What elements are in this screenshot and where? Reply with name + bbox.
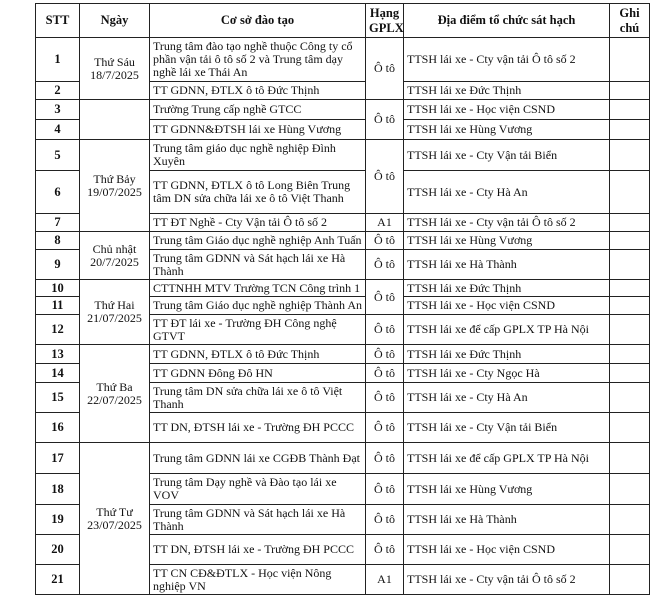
class-cell: Ô tô: [366, 443, 404, 474]
class-cell: A1: [366, 565, 404, 595]
header-row: [36, 4, 650, 38]
class-cell: A1: [366, 214, 404, 232]
table-row: [36, 280, 650, 297]
header-stt: STT: [36, 4, 80, 38]
school-cell: [150, 297, 366, 315]
note-cell: [610, 232, 650, 250]
school-cell: TT CN CĐ&ĐTLX - Học viện Nông nghiệp VN: [150, 565, 366, 595]
school-cell: Trung tâm Dạy nghề và Đào tạo lái xe VOV: [150, 474, 366, 505]
school-cell: TT ĐT Nghề - Cty Vận tải Ô tô số 2: [150, 214, 366, 232]
day-cell: [80, 100, 150, 140]
venue-cell: TTSH lái xe Đức Thịnh: [404, 82, 610, 100]
row-stt: 19: [36, 505, 80, 535]
note-cell: [610, 505, 650, 535]
school-text: Trung tâm đào tạo nghề thuộc Công ty cổ phần vận tải ô tô số 2 và Trung tâm dạy nghề lái xe Thái An: [153, 40, 353, 79]
school-cell: Trường Trung cấp nghề GTCC: [150, 100, 366, 120]
school-cell: TT DN, ĐTSH lái xe - Trường ĐH PCCC: [150, 413, 366, 443]
school-cell: Trung tâm DN sửa chữa lái xe ô tô Việt Thanh: [150, 383, 366, 413]
row-stt: 13: [36, 345, 80, 364]
row-stt: 12: [36, 315, 80, 345]
exam-schedule-table: [35, 3, 650, 595]
school-text: CTTNHH MTV Trường TCN Công trình 1: [153, 281, 361, 295]
venue-cell: TTSH lái xe - Cty Hà An: [404, 171, 610, 214]
venue-cell: TTSH lái xe Hà Thành: [404, 250, 610, 280]
school-cell: Trung tâm giáo dục nghề nghiệp Đình Xuyên: [150, 140, 366, 171]
note-cell: [610, 38, 650, 82]
row-stt: 15: [36, 383, 80, 413]
note-cell: [610, 120, 650, 140]
table-row: [36, 140, 650, 171]
day-cell: Thứ Hai 21/07/2025: [80, 280, 150, 345]
row-stt: 5: [36, 140, 80, 171]
class-cell: Ô tô: [366, 100, 404, 140]
header-hang: Hạng GPLX: [366, 4, 404, 38]
class-cell: Ô tô: [366, 413, 404, 443]
note-cell: [610, 535, 650, 565]
venue-cell: TTSH lái xe Đức Thịnh: [404, 280, 610, 297]
school-cell: Trung tâm GDNN lái xe CGĐB Thành Đạt: [150, 443, 366, 474]
venue-cell: TTSH lái xe - Học viện CSND: [404, 535, 610, 565]
venue-cell: TTSH lái xe - Cty vận tải Ô tô số 2: [404, 565, 610, 595]
day-cell: Thứ Tư 23/07/2025: [80, 443, 150, 595]
class-cell: Ô tô: [366, 38, 404, 100]
venue-cell: TTSH lái xe - Học viện CSND: [404, 100, 610, 120]
table-row: [36, 345, 650, 364]
class-cell: Ô tô: [366, 345, 404, 364]
note-cell: [610, 413, 650, 443]
header-ngay: Ngày: [80, 4, 150, 38]
row-stt: 2: [36, 82, 80, 100]
class-cell: Ô tô: [366, 364, 404, 383]
note-cell: [610, 443, 650, 474]
venue-cell: TTSH lái xe - Cty Hà An: [404, 383, 610, 413]
table-row: [36, 38, 650, 82]
table-row: [36, 232, 650, 250]
day-cell: Thứ Ba 22/07/2025: [80, 345, 150, 443]
class-cell: Ô tô: [366, 232, 404, 250]
note-cell: [610, 140, 650, 171]
school-cell: [150, 171, 366, 214]
row-stt: 4: [36, 120, 80, 140]
note-cell: [610, 297, 650, 315]
row-stt: 20: [36, 535, 80, 565]
school-cell: [150, 232, 366, 250]
school-cell: [150, 38, 366, 82]
class-cell: Ô tô: [366, 535, 404, 565]
note-cell: [610, 280, 650, 297]
row-stt: 11: [36, 297, 80, 315]
school-cell: TT GDNN Đông Đô HN: [150, 364, 366, 383]
venue-cell: TTSH lái xe - Cty Vận tải Biển: [404, 140, 610, 171]
venue-cell: TTSH lái xe Đức Thịnh: [404, 345, 610, 364]
note-cell: [610, 565, 650, 595]
note-cell: [610, 82, 650, 100]
venue-cell: TTSH lái xe - Cty vận tải Ô tô số 2: [404, 38, 610, 82]
class-cell: Ô tô: [366, 383, 404, 413]
row-stt: 7: [36, 214, 80, 232]
venue-cell: TTSH lái xe - Cty vận tải Ô tô số 2: [404, 214, 610, 232]
venue-cell: TTSH lái xe Hùng Vương: [404, 232, 610, 250]
note-cell: [610, 100, 650, 120]
school-cell: TT DN, ĐTSH lái xe - Trường ĐH PCCC: [150, 535, 366, 565]
school-cell: Trung tâm GDNN và Sát hạch lái xe Hà Thành: [150, 250, 366, 280]
note-cell: [610, 345, 650, 364]
class-cell: Ô tô: [366, 140, 404, 214]
day-cell: Chủ nhật 20/7/2025: [80, 232, 150, 280]
day-cell: Thứ Bảy 19/07/2025: [80, 140, 150, 232]
row-stt: 1: [36, 38, 80, 82]
venue-cell: TTSH lái xe - Cty Vận tải Biển: [404, 413, 610, 443]
row-stt: 9: [36, 250, 80, 280]
table-row: [36, 100, 650, 120]
row-stt: 16: [36, 413, 80, 443]
school-cell: Trung tâm GDNN và Sát hạch lái xe Hà Thành: [150, 505, 366, 535]
venue-cell: TTSH lái xe - Học viện CSND: [404, 297, 610, 315]
class-cell: Ô tô: [366, 474, 404, 505]
row-stt: 21: [36, 565, 80, 595]
school-text: TT GDNN, ĐTLX ô tô Long Biên Trung tâm DN sửa chữa lái xe ô tô Việt Thanh: [153, 179, 351, 205]
class-cell: Ô tô: [366, 315, 404, 345]
class-cell: Ô tô: [366, 280, 404, 315]
school-text: Trung tâm Giáo dục nghề nghiệp Anh Tuấn: [153, 234, 362, 247]
school-cell: TT GDNN&ĐTSH lái xe Hùng Vương: [150, 120, 366, 140]
table-row: [36, 443, 650, 474]
row-stt: 3: [36, 100, 80, 120]
note-cell: [610, 315, 650, 345]
school-cell: TT ĐT lái xe - Trường ĐH Công nghệ GTVT: [150, 315, 366, 345]
row-stt: 14: [36, 364, 80, 383]
row-stt: 17: [36, 443, 80, 474]
note-cell: [610, 250, 650, 280]
note-cell: [610, 383, 650, 413]
venue-cell: TTSH lái xe để cấp GPLX TP Hà Nội: [404, 315, 610, 345]
header-dia-diem: Địa điểm tổ chức sát hạch: [404, 4, 610, 38]
row-stt: 18: [36, 474, 80, 505]
venue-cell: TTSH lái xe - Cty Ngọc Hà: [404, 364, 610, 383]
school-cell: [150, 280, 366, 297]
note-cell: [610, 364, 650, 383]
note-cell: [610, 214, 650, 232]
venue-cell: TTSH lái xe Hùng Vương: [404, 474, 610, 505]
class-cell: Ô tô: [366, 505, 404, 535]
school-text: Trung tâm Giáo dục nghề nghiệp Thành An: [153, 299, 362, 312]
header-co-so: Cơ sở đào tạo: [150, 4, 366, 38]
note-cell: [610, 171, 650, 214]
venue-cell: TTSH lái xe để cấp GPLX TP Hà Nội: [404, 443, 610, 474]
class-cell: Ô tô: [366, 250, 404, 280]
school-cell: TT GDNN, ĐTLX ô tô Đức Thịnh: [150, 82, 366, 100]
row-stt: 10: [36, 280, 80, 297]
note-cell: [610, 474, 650, 505]
venue-cell: TTSH lái xe Hùng Vương: [404, 120, 610, 140]
header-ghi-chu: Ghi chú: [610, 4, 650, 38]
row-stt: 8: [36, 232, 80, 250]
venue-cell: TTSH lái xe Hà Thành: [404, 505, 610, 535]
school-cell: TT GDNN, ĐTLX ô tô Đức Thịnh: [150, 345, 366, 364]
day-cell: Thứ Sáu 18/7/2025: [80, 38, 150, 100]
row-stt: 6: [36, 171, 80, 214]
